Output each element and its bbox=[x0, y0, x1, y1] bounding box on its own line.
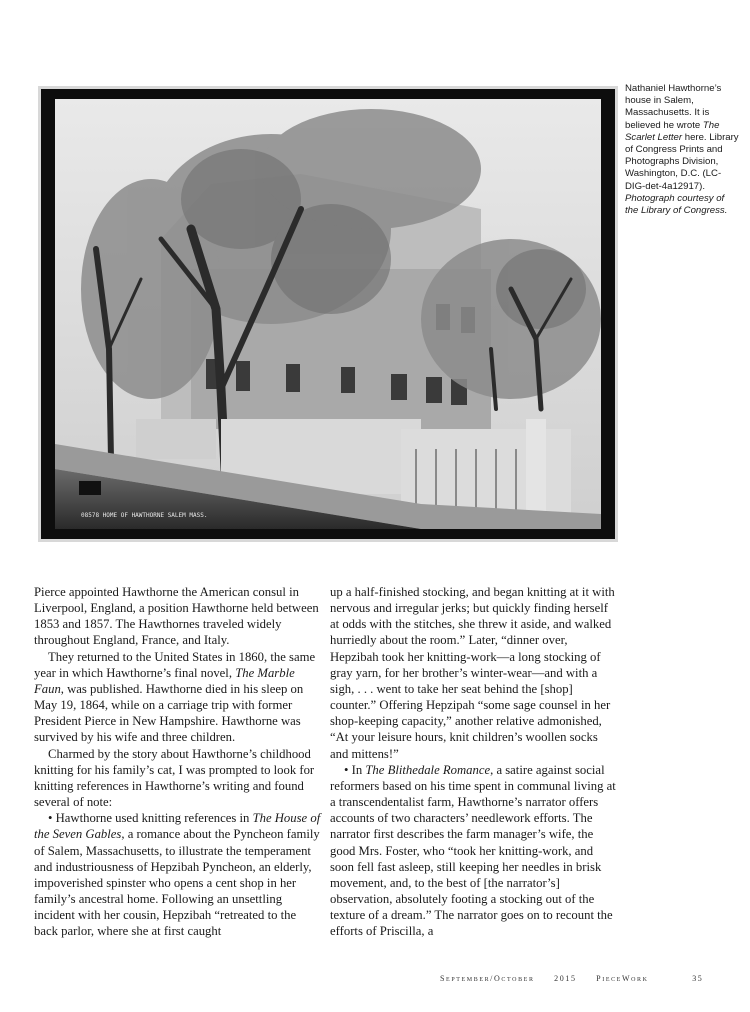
footer-magazine: PieceWork bbox=[596, 974, 649, 983]
paragraph: They returned to the United States in 1860, the same year in which Hawthorne’s final novel, The Marble Faun, was published. Hawthorne died in his sleep on May 19, 1864, while on a carriage trip with former President Pierce in New Hampshire. Hawthorne was survived by his wife and three children. bbox=[34, 649, 316, 745]
paragraph: up a half-finished stocking, and began knitting at it with nervous and irregular jerks; but quickly finding herself at odds with the stitches, she threw it aside, and walked hurriedly about the room.” Later, “dinner over, Hepzibah took her knitting-work—a long stocking of gray yarn, for her brother’s winter-wear—and with a sigh, . . . went to take her seat behind the [shop] counter.” Offering Hepzipah “some sage counsel in her shop-keeping capacity,” another relative admonished, “At your leisure hours, knit children’s woollen socks and mittens!” bbox=[330, 585, 615, 761]
paragraph: • Hawthorne used knitting references in The House of the Seven Gables, a romance about the Pyncheon family of Salem, Massachusetts, to illustrate the temperament and industriousness of Hepzibah Pyncheon, an elderly, impoverished spinster who opens a cent shop in her family’s ancestral home. Following an unsettling incident with her cousin, Hepzibah “retreated to the back parlor, where she at first caught bbox=[34, 811, 321, 939]
caption-title: The Scarlet Letter bbox=[625, 119, 720, 143]
paragraph: • In The Blithedale Romance, a satire against social reformers based on his time spent in communal living at a transcendentalist farm, Hawthorne’s narrator offers accounts of two characters’ needlework efforts. The narrator first describes the farm manager’s wife, the good Mrs. Foster, who “took her knitting-work, and soon fell fast asleep, still keeping her needles in brisk movement, and, to the best of [the narrator’s] observation, absolutely footing a stocking out of the texture of a dream.” The narrator goes on to recount the efforts of Priscilla, a bbox=[330, 762, 616, 939]
caption-credit: Photograph courtesy of the Library of Congress. bbox=[625, 192, 728, 217]
page-footer bbox=[440, 974, 712, 983]
right-column bbox=[330, 584, 618, 939]
house-photo-illustration bbox=[41, 89, 615, 539]
house-photograph bbox=[38, 86, 618, 542]
footer-year: 2015 bbox=[554, 974, 577, 983]
footer-issue: September/October bbox=[440, 974, 535, 983]
page-number: 35 bbox=[692, 974, 704, 983]
caption-text-a: Nathaniel Hawthorne’s house in Salem, Massachusetts. It is believed he wrote bbox=[625, 83, 722, 131]
paragraph: Pierce appointed Hawthorne the American consul in Liverpool, England, a position Hawthorne held between 1853 and 1857. The Hawthornes traveled widely throughout England, France, and Italy. bbox=[34, 585, 319, 648]
paragraph: Charmed by the story about Hawthorne’s childhood knitting for his family’s cat, I was prompted to look for knitting references in Hawthorne’s writing and found several of note: bbox=[34, 746, 315, 810]
plate-label: 08578 HOME OF HAWTHORNE SALEM MASS. bbox=[81, 512, 208, 519]
caption-text-b: here. Library of Congress Prints and Photographs Division, Washington, D.C. (LC-DIG-det-4a12917). bbox=[625, 131, 739, 192]
left-column bbox=[34, 584, 322, 939]
photo-caption bbox=[625, 83, 739, 217]
